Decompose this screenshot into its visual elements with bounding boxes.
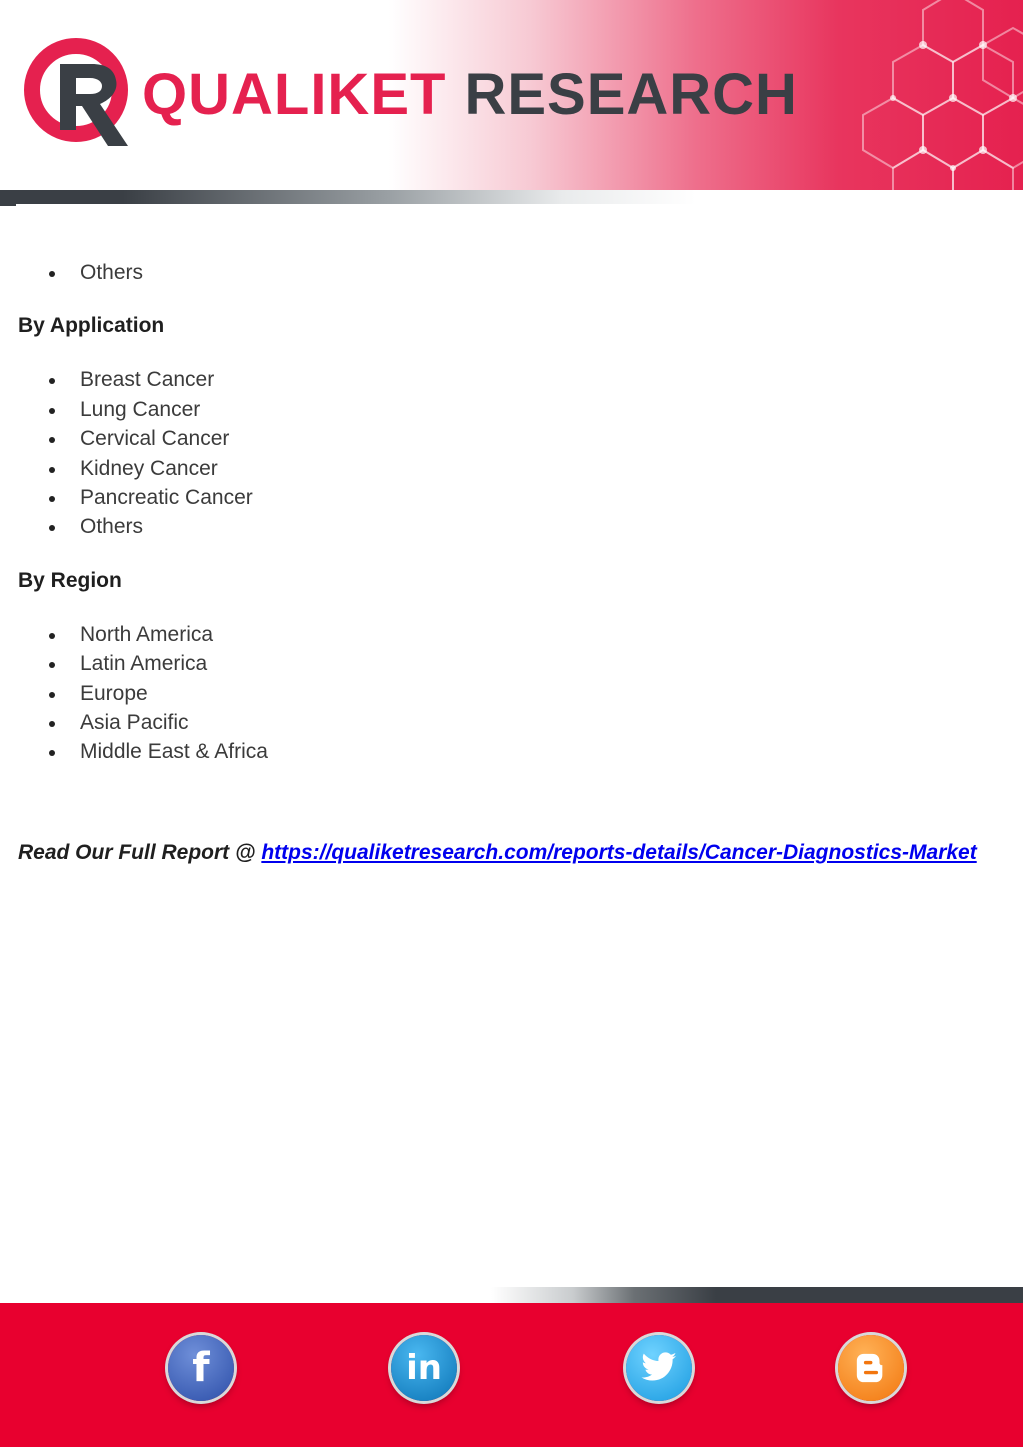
list-item: Europe bbox=[18, 679, 1008, 708]
list-item: North America bbox=[18, 620, 1008, 649]
linkedin-icon[interactable] bbox=[391, 1335, 457, 1401]
application-heading: By Application bbox=[18, 314, 165, 338]
brand-name-part1: QUALIKET bbox=[142, 62, 447, 127]
blogger-glyph bbox=[854, 1351, 888, 1385]
top-bullet-list bbox=[18, 258, 1008, 287]
report-link[interactable]: https://qualiketresearch.com/reports-details/Cancer-Diagnostics-Market bbox=[261, 841, 977, 864]
blogger-icon[interactable] bbox=[838, 1335, 904, 1401]
list-item: Kidney Cancer bbox=[18, 454, 1008, 483]
twitter-icon[interactable] bbox=[626, 1335, 692, 1401]
qr-logo-icon bbox=[22, 34, 134, 150]
twitter-bird-glyph bbox=[640, 1352, 678, 1384]
read-full-report bbox=[18, 838, 977, 868]
application-list bbox=[18, 365, 1008, 541]
list-item: Others bbox=[18, 258, 1008, 287]
list-item: Latin America bbox=[18, 649, 1008, 678]
linkedin-glyph: in bbox=[406, 1348, 442, 1388]
region-heading: By Region bbox=[18, 568, 122, 592]
list-item: Breast Cancer bbox=[18, 365, 1008, 394]
page-header bbox=[0, 0, 1023, 190]
list-item: Asia Pacific bbox=[18, 708, 1008, 737]
list-item: Cervical Cancer bbox=[18, 424, 1008, 453]
brand-wordmark bbox=[142, 62, 798, 128]
page-footer bbox=[0, 1303, 1023, 1447]
footer-divider-bar bbox=[0, 1287, 1023, 1303]
header-divider-bar bbox=[0, 190, 1023, 204]
facebook-glyph: f bbox=[192, 1345, 210, 1391]
list-item: Pancreatic Cancer bbox=[18, 483, 1008, 512]
read-more-prefix: Read Our Full Report @ bbox=[18, 841, 256, 864]
report-segmentation-content bbox=[18, 258, 1008, 767]
brand-name-part2: RESEARCH bbox=[464, 62, 798, 127]
list-item: Middle East & Africa bbox=[18, 737, 1008, 766]
region-list bbox=[18, 620, 1008, 767]
header-divider-tick bbox=[0, 204, 16, 206]
list-item: Lung Cancer bbox=[18, 395, 1008, 424]
list-item: Others bbox=[18, 512, 1008, 541]
facebook-icon[interactable] bbox=[168, 1335, 234, 1401]
